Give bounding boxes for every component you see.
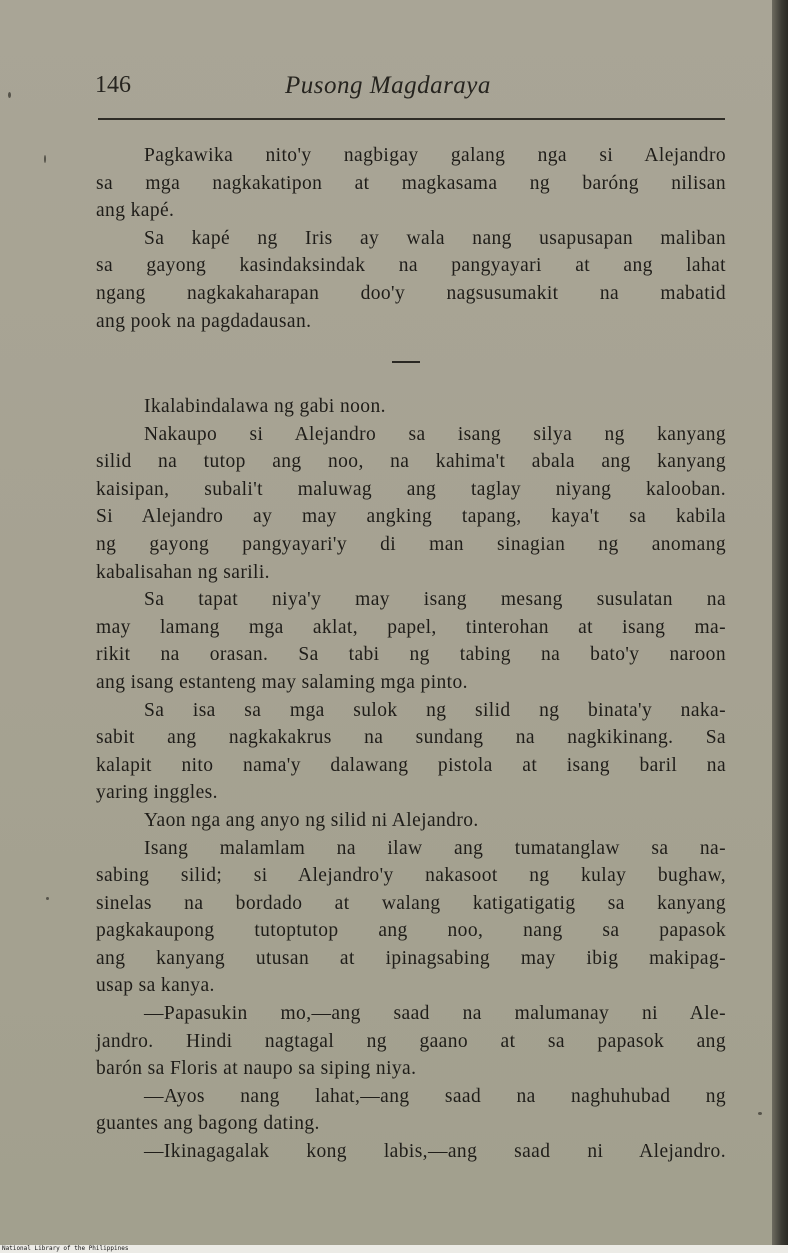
text-line: ngang nagkakaharapan doo'y nagsusumakit na mabatid: [96, 282, 726, 304]
text-line: silid na tutop ang noo, na kahima't abala ang kanyang: [96, 451, 726, 473]
paragraph-block-1: [96, 142, 726, 335]
text-line: ang pook na pagdadausan.: [96, 310, 312, 332]
text-line: Isang malamlam na ilaw ang tumatanglaw sa na-: [144, 837, 726, 859]
text-line: kabalisahan ng sarili.: [96, 561, 270, 583]
text-line: Sa tapat niya'y may isang mesang susulatan na: [144, 589, 726, 611]
text-line: kalapit nito nama'y dalawang pistola at isang baril na: [96, 754, 726, 776]
text-line: Sa kapé ng Iris ay wala nang usapusapan maliban: [144, 227, 726, 249]
text-line: Pagkawika nito'y nagbigay galang nga si Alejandro: [144, 145, 726, 166]
text-line: —Ayos nang lahat,—ang saad na naghuhubad ng: [144, 1085, 726, 1107]
page-number: 146: [95, 72, 131, 98]
text-line: sa mga nagkakatipon at magkasama ng baróng nilisan: [96, 172, 726, 194]
text-line: barón sa Floris at naupo sa siping niya.: [96, 1058, 417, 1080]
text-line: ang kanyang utusan at ipinagsabing may ibig makipag-: [96, 947, 726, 969]
paper-speck: [46, 897, 49, 900]
text-line: kaisipan, subali't maluwag ang taglay niyang kalooban.: [96, 478, 726, 500]
page-header: [95, 72, 725, 108]
text-line: sabit ang nagkakakrus na sundang na nagkikinang. Sa: [96, 727, 726, 749]
text-line: sabing silid; si Alejandro'y nakasoot ng kulay bughaw,: [96, 865, 726, 887]
text-line: yaring inggles.: [96, 782, 218, 804]
text-line: Yaon nga ang anyo ng silid ni Alejandro.: [144, 809, 479, 831]
text-line: usap sa kanya.: [96, 975, 215, 997]
text-line: sa gayong kasindaksindak na pangyayari at ang lahat: [96, 255, 726, 277]
text-line: —Papasukin mo,—ang saad na malumanay ni Ale-: [144, 1003, 726, 1025]
text-line: Si Alejandro ay may angking tapang, kaya't sa kabila: [96, 506, 726, 528]
paragraph-block-2: [96, 393, 726, 1166]
text-line: ang isang estanteng may salaming mga pinto.: [96, 671, 468, 693]
header-rule: [98, 118, 725, 120]
library-credit: National Library of the Philippines: [2, 1245, 129, 1252]
text-line: —Ikinagagalak kong labis,—ang saad ni Alejandro.: [144, 1141, 726, 1163]
section-separator: [392, 361, 420, 363]
running-title: Pusong Magdaraya: [285, 72, 491, 99]
paper-speck: [44, 155, 46, 163]
text-line: Nakaupo si Alejandro sa isang silya ng kanyang: [144, 423, 726, 445]
text-line: pagkakaupong tutoptutop ang noo, nang sa papasok: [96, 920, 726, 942]
text-line: Sa isa sa mga sulok ng silid ng binata'y naka-: [144, 699, 726, 721]
text-line: rikit na orasan. Sa tabi ng tabing na bato'y naroon: [96, 644, 726, 666]
text-line: jandro. Hindi nagtagal ng gaano at sa papasok ang: [96, 1030, 726, 1052]
text-line: ang kapé.: [96, 200, 175, 222]
paper-speck: [8, 92, 11, 98]
text-line: ng gayong pangyayari'y di man sinagian ng anomang: [96, 533, 726, 555]
text-line: may lamang mga aklat, papel, tinterohan at isang ma-: [96, 616, 726, 638]
book-binding-edge: [772, 0, 788, 1253]
text-line: guantes ang bagong dating.: [96, 1113, 320, 1135]
section-separator-text: [0, 0, 1, 1]
text-line: Ikalabindalawa ng gabi noon.: [144, 396, 386, 417]
text-line: sinelas na bordado at walang katigatigatig sa kanyang: [96, 892, 726, 914]
paper-speck: [758, 1112, 762, 1115]
